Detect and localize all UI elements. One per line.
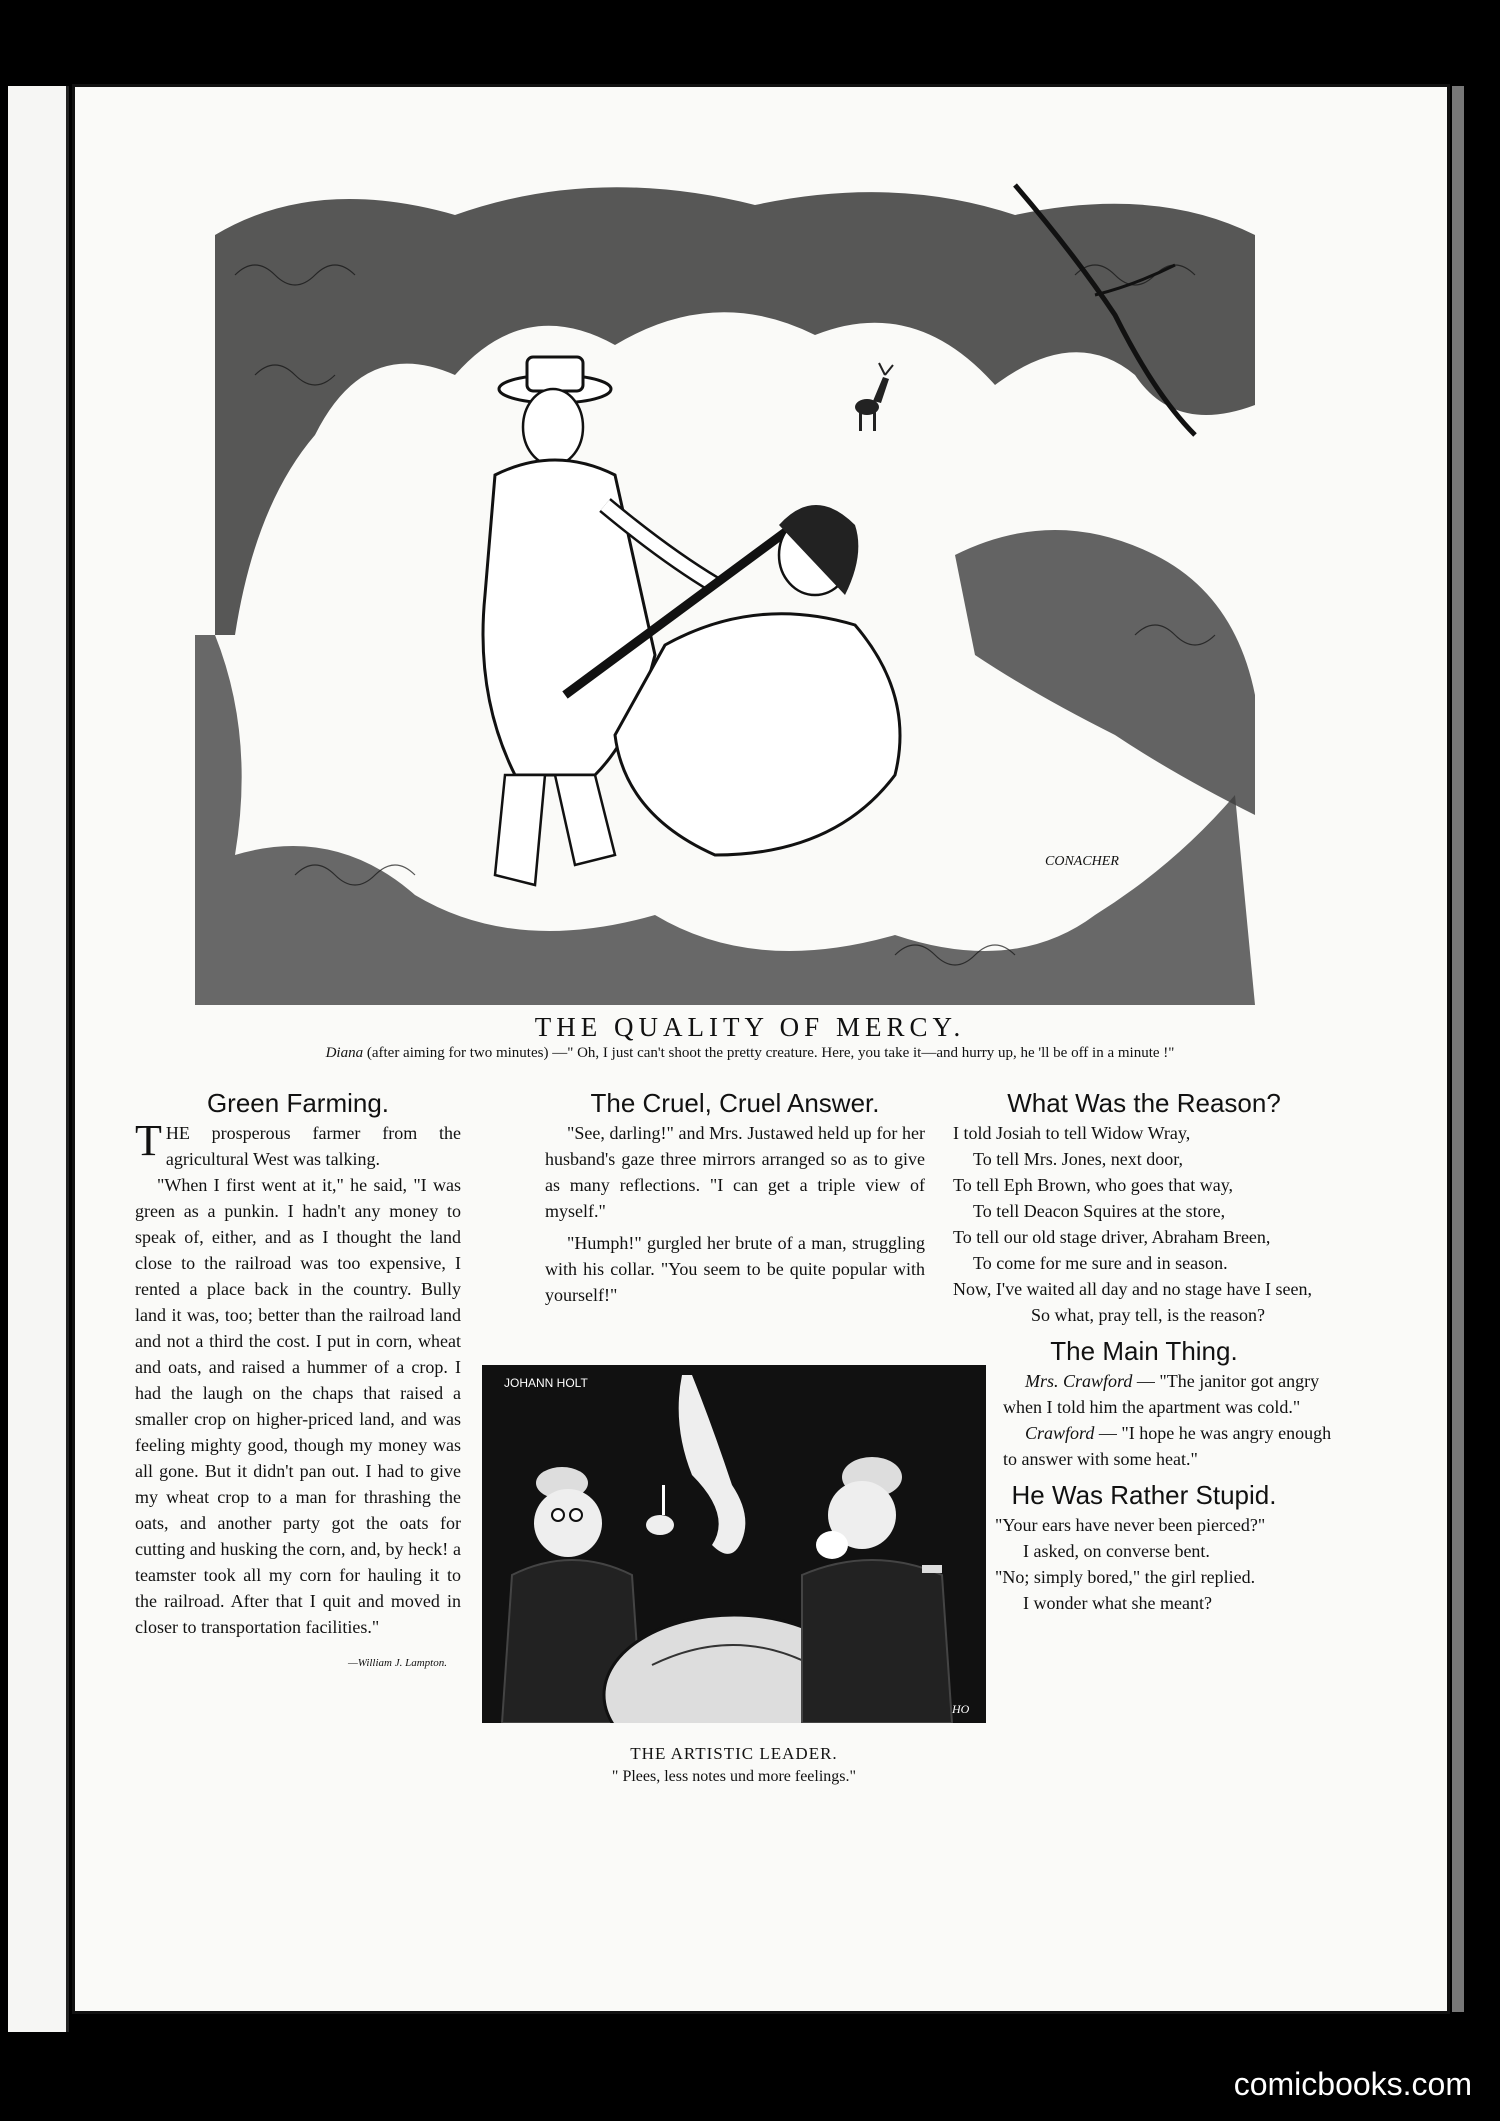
reason-line-4: To tell Deacon Squires at the store, [973, 1201, 1226, 1221]
main-thing-line-1: — "The janitor got angry when I told him the apartment was cold." [1003, 1371, 1320, 1417]
caption-text: (after aiming for two minutes) —" Oh, I just can't shoot the pretty creature. Here, you take it—and hurry up, he 'll be off in a minute !" [363, 1045, 1175, 1061]
green-farming-byline: —William J. Lampton. [347, 1657, 447, 1669]
cruel-answer-p2: "Humph!" gurgled her brute of a man, struggling with his collar. "You seem to be quite popular with yourself!" [545, 1233, 925, 1305]
cruel-answer-p1: "See, darling!" and Mrs. Justawed held up for her husband's gaze three mirrors arranged so as to give as many reflections. "I can get a triple view of myself." [545, 1123, 925, 1221]
drop-cap: T [135, 1116, 162, 1165]
reason-line-3: To tell Eph Brown, who goes that way, [953, 1175, 1234, 1195]
reason-heading: What Was the Reason? [1007, 1088, 1281, 1118]
stupid-line-1: "Your ears have never been pierced?" [995, 1515, 1266, 1535]
cartoon-quote: " Plees, less notes und more feelings." [611, 1768, 857, 1785]
cartoon-title: THE ARTISTIC LEADER. [630, 1744, 838, 1763]
illustration-title: THE QUALITY OF MERCY. [534, 1012, 966, 1042]
reason-line-6: To come for me sure and in season. [973, 1253, 1228, 1273]
illustration-caption [0, 1045, 1500, 1062]
reason-line-5: To tell our old stage driver, Abraham Breen, [953, 1227, 1271, 1247]
green-farming-intro [135, 1116, 461, 1172]
stupid-heading: He Was Rather Stupid. [1011, 1480, 1277, 1510]
hunting-illustration [195, 175, 1280, 1005]
cruel-answer-column [545, 1090, 925, 1308]
main-thing-speaker-2: Crawford [1025, 1423, 1095, 1443]
stupid-line-2: I asked, on converse bent. [1023, 1541, 1210, 1561]
main-thing-heading: The Main Thing. [1050, 1336, 1238, 1366]
main-thing-p1 [953, 1368, 1335, 1420]
illustration-signature: CONACHER [1045, 854, 1119, 869]
cartoon-drawing [482, 1365, 986, 1723]
hunting-scene-drawing [195, 175, 1280, 1005]
cruel-answer-heading: The Cruel, Cruel Answer. [590, 1088, 880, 1118]
cartoon-banner: JOHANN HOLT [504, 1376, 588, 1390]
main-thing-p2 [953, 1420, 1335, 1472]
main-thing-line-2: — "I hope he was angry enough to answer with some heat." [1003, 1423, 1332, 1469]
green-farming-p2: "When I first went at it," he said, "I was green as a punkin. I hadn't any money to speak of, either, and as I thought the land close to the railroad was too expensive, I rented a place back in the country. Bully land it was, too; better than the railroad land and not a third the cost. I put in corn, wheat and oats, and raised a hummer of a crop. I had the laugh on the chaps that raised a smaller crop on higher-priced land, and was feeling mighty good, though my money was all gone. But it didn't pan out. I had to give my wheat crop to a man for thrashing the oats, and another party got the oats for cutting and husking the corn, and, by heck! a teamster took all my corn for hauling it to the railroad. After that I quit and moved in closer to transportation facilities." [135, 1175, 461, 1637]
right-column [953, 1090, 1335, 1616]
green-farming-heading: Green Farming. [206, 1088, 390, 1118]
artistic-leader-cartoon [482, 1365, 986, 1723]
stupid-line-3: "No; simply bored," the girl replied. [995, 1567, 1256, 1587]
caption-speaker: Diana [325, 1045, 364, 1061]
stupid-line-4: I wonder what she meant? [1023, 1593, 1212, 1613]
reason-line-1: I told Josiah to tell Widow Wray, [953, 1123, 1191, 1143]
cartoon-signature: HO [952, 1702, 970, 1716]
site-watermark: comicbooks.com [1233, 2066, 1472, 2102]
main-thing-speaker-1: Mrs. Crawford [1025, 1371, 1133, 1391]
green-farming-p1: HE prosperous farmer from the agricultural West was talking. [165, 1123, 461, 1169]
reason-line-2: To tell Mrs. Jones, next door, [973, 1149, 1183, 1169]
green-farming-column [135, 1090, 461, 1676]
reason-line-7: Now, I've waited all day and no stage have I seen, [953, 1279, 1312, 1299]
reason-line-8: So what, pray tell, is the reason? [1031, 1305, 1265, 1325]
